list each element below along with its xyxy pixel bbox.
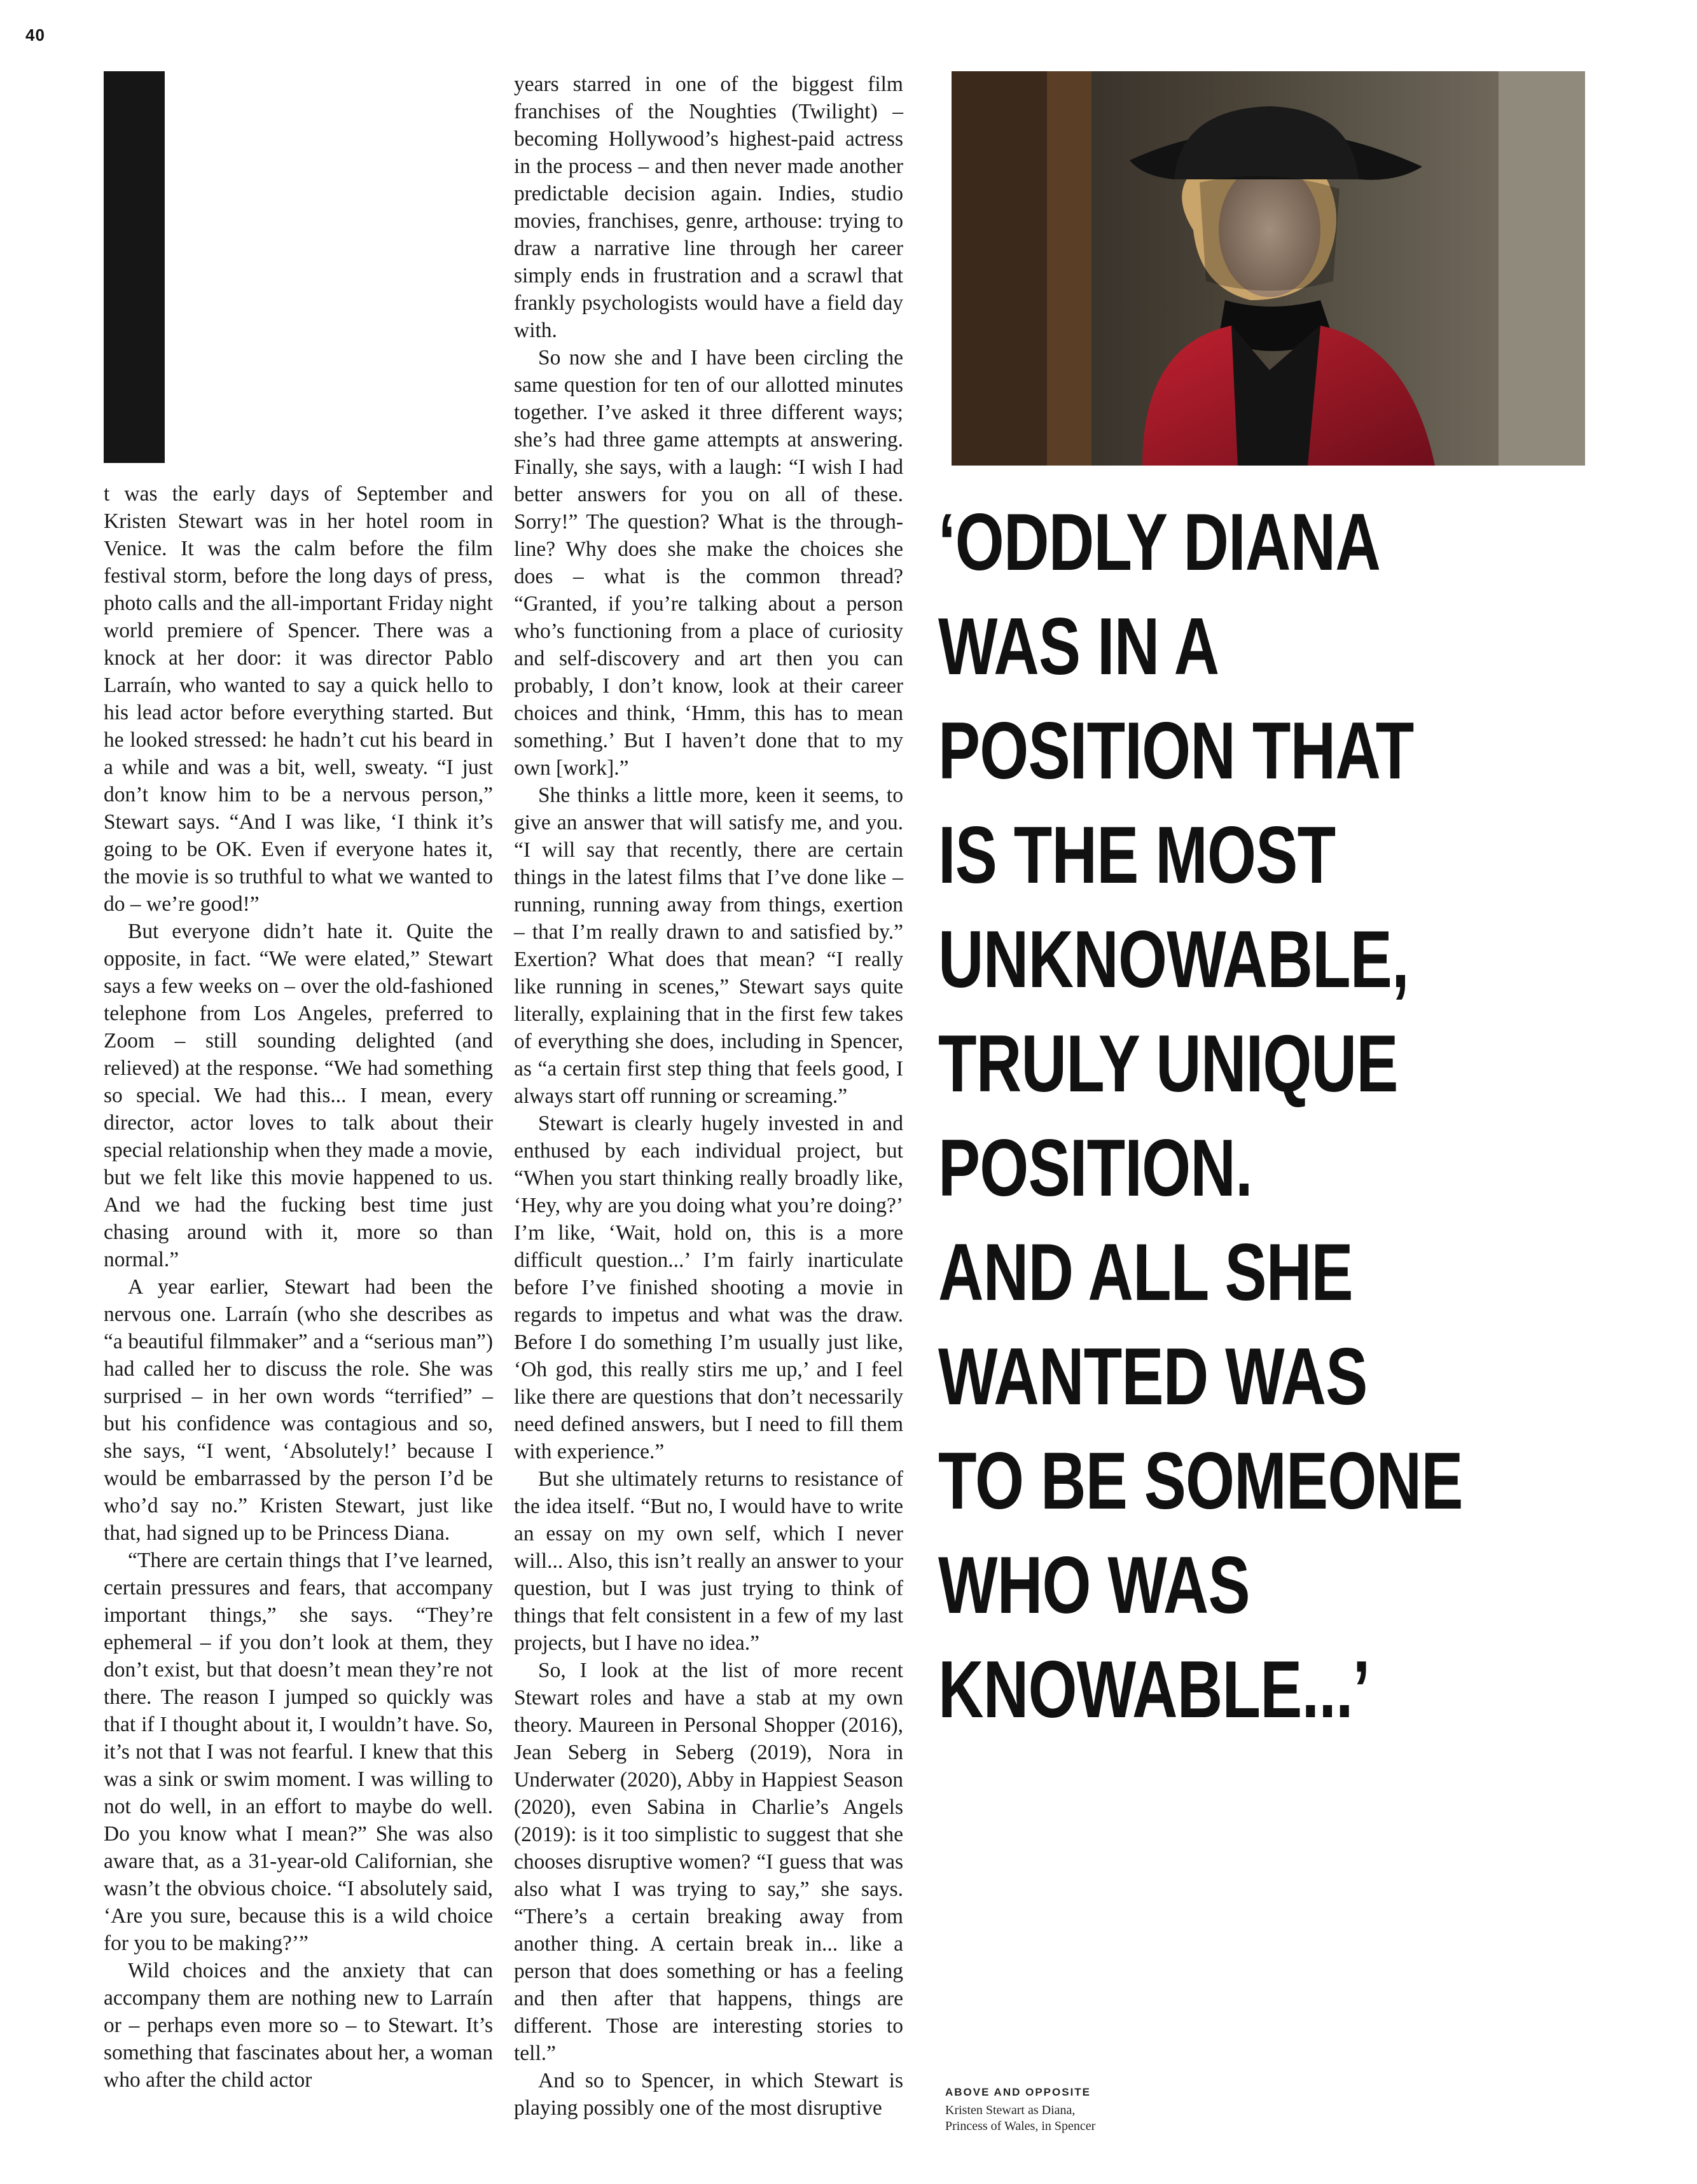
pull-quote-line: TO BE SOMEONE (938, 1435, 1463, 1526)
pull-quote-line: ‘ODDLY DIANA (938, 497, 1381, 587)
photo-illustration (952, 71, 1585, 466)
photo-caption (945, 2086, 1174, 2134)
pull-quote-line: POSITION THAT (938, 705, 1414, 796)
pull-quote-line: WANTED WAS (938, 1331, 1368, 1421)
paragraph: t was the early days of September and Kristen Stewart was in her hotel room in Venice. It was the calm before the film festival storm, before the long days of press, photo calls and the all-important Friday night world premiere of Spencer. There was a knock at her door: it was director Pablo Larraín, who wanted to say a quick hello to his lead actor before everything started. But he looked stressed: he hadn’t cut his beard in a while and was a bit, well, sweaty. “I just don’t know him to be a nervous person,” Stewart says. “And I was like, ‘I think it’s going to be OK. Even if everyone hates it, the movie is so truthful to what we wanted to do – we’re good!” (104, 482, 493, 916)
pull-quote-line: IS THE MOST (938, 810, 1336, 900)
page-number: 40 (25, 25, 45, 45)
pull-quote-line: AND ALL SHE (938, 1227, 1353, 1317)
pull-quote (938, 490, 1464, 1741)
paragraph: A year earlier, Stewart had been the nervous one. Larraín (who she describes as “a beautiful filmmaker” and a “serious man”) had called her to discuss the role. She was surprised – in her own words “terrified” – but his confidence was contagious and so, she says, “I went, ‘Absolutely!’ because I would be embarrassed by the person I’d be who’d say no.” Kristen Stewart, just like that, had signed up to be Princess Diana. (104, 1275, 493, 1545)
article-column-1 (104, 480, 493, 2094)
pull-quote-line: TRULY UNIQUE (938, 1018, 1398, 1109)
caption-line: Kristen Stewart as Diana, (945, 2103, 1076, 2117)
caption-heading: ABOVE AND OPPOSITE (945, 2086, 1091, 2098)
paragraph: years starred in one of the biggest film franchises of the Noughties (Twilight) – becoming Hollywood’s highest-paid actress in the process – and then never made another predictable decision again. Indies, studio movies, franchises, genre, arthouse: trying to draw a narrative line through her career simply ends in frustration and a scrawl that frankly psychologists would have a field day with. (514, 73, 903, 342)
caption-line: Princess of Wales, in Spencer (945, 2119, 1096, 2133)
paragraph: Stewart is clearly hugely invested in and enthused by each individual project, but “When you start thinking really broadly like, ‘Hey, why are you doing what you’re doing?’ I’m like, ‘Wait, hold on, this is a more difficult question...’ I’m fairly inarticulate before I’ve finished shooting a movie in regards to impetus and what was the draw. Before I do something I’m usually just like, ‘Oh god, this really stirs me up,’ and I feel like there are questions that don’t necessarily need defined answers, but I need to fill them with experience.” (514, 1112, 903, 1463)
paragraph: But she ultimately returns to resistance of the idea itself. “But no, I would have to write an essay on my own self, which I never will... Also, this isn’t really an answer to your question, but I was just trying to think of things that felt consistent in a few of my last projects, but I have no idea.” (514, 1467, 903, 1655)
pull-quote-line: WHO WAS (938, 1540, 1250, 1630)
paragraph: Wild choices and the anxiety that can accompany them are nothing new to Larraín or – perhaps even more so – to Stewart. It’s something that fascinates about her, a woman who after the child actor (104, 1959, 493, 2092)
pull-quote-line: WAS IN A (938, 601, 1219, 691)
article-photo (952, 71, 1585, 466)
paragraph: She thinks a little more, keen it seems, to give an answer that will satisfy me, and you. “I will say that recently, there are certain things in the latest films that I’ve done like – running, running away from things, exertion – that I’m really drawn to and satisfied by.” Exertion? What does that mean? “I really like running in scenes,” Stewart says quite literally, explaining that in the first few takes of everything she does, including in Spencer, as “a certain first step thing that feels good, I always start off running or screaming.” (514, 784, 903, 1108)
paragraph: So now she and I have been circling the same question for ten of our allotted minutes together. I’ve asked it three different ways; she’s had three game attempts at answering. Finally, she says, with a laugh: “I wish I had better answers for you on all of these. Sorry!” The question? What is the through-line? Why does she make the choices she does – what is the common thread? “Granted, if you’re talking about a person who’s functioning from a place of curiosity and self-discovery and art then you can probably, I don’t know, look at their career choices and think, ‘Hmm, this has to mean something.’ But I haven’t done that to my own [work].” (514, 346, 903, 780)
paragraph: And so to Spencer, in which Stewart is playing possibly one of the most disruptive (514, 2069, 903, 2120)
pull-quote-line: UNKNOWABLE, (938, 914, 1409, 1004)
pull-quote-line: KNOWABLE...’ (938, 1644, 1370, 1734)
paragraph: “There are certain things that I’ve learned, certain pressures and fears, that accompany important things,” she says. “They’re ephemeral – if you don’t look at them, they don’t exist, but that doesn’t mean they’re not there. The reason I jumped so quickly was that if I thought about it, I wouldn’t have. So, it’s not that I was not fearful. I knew that this was a sink or swim moment. I was willing to not do well, in an effort to maybe do well. Do you know what I mean?” She was also aware that, as a 31-year-old Californian, she wasn’t the obvious choice. “I absolutely said, ‘Are you sure, because this is a wild choice for you to be making?’” (104, 1549, 493, 1955)
paragraph: But everyone didn’t hate it. Quite the opposite, in fact. “We were elated,” Stewart says a few weeks on – over the old-fashioned telephone from Los Angeles, preferred to Zoom – still sounding delighted (and relieved) at the response. “We had something so special. We had this... I mean, every director, actor loves to talk about their special relationship when they made a movie, but we felt like this movie happened to us. And we had the fucking best time just chasing around with it, more so than normal.” (104, 920, 493, 1271)
article-column-2 (514, 71, 903, 2122)
pull-quote-line: POSITION. (938, 1123, 1252, 1213)
paragraph: So, I look at the list of more recent Stewart roles and have a stab at my own theory. Maureen in Personal Shopper (2016), Jean Seberg in Seberg (2019), Nora in Underwater (2020), Abby in Happiest Season (2020), even Sabina in Charlie’s Angels (2019): is it too simplistic to suggest that she chooses disruptive women? “I guess that was also what I was trying to say,” she says. “There’s a certain breaking away from another thing. A certain break in... like a person that does something or has a feeling and then after that happens, things are different. Those are interesting stories to tell.” (514, 1659, 903, 2065)
caption-text (945, 2103, 1174, 2134)
drop-cap (104, 71, 165, 463)
